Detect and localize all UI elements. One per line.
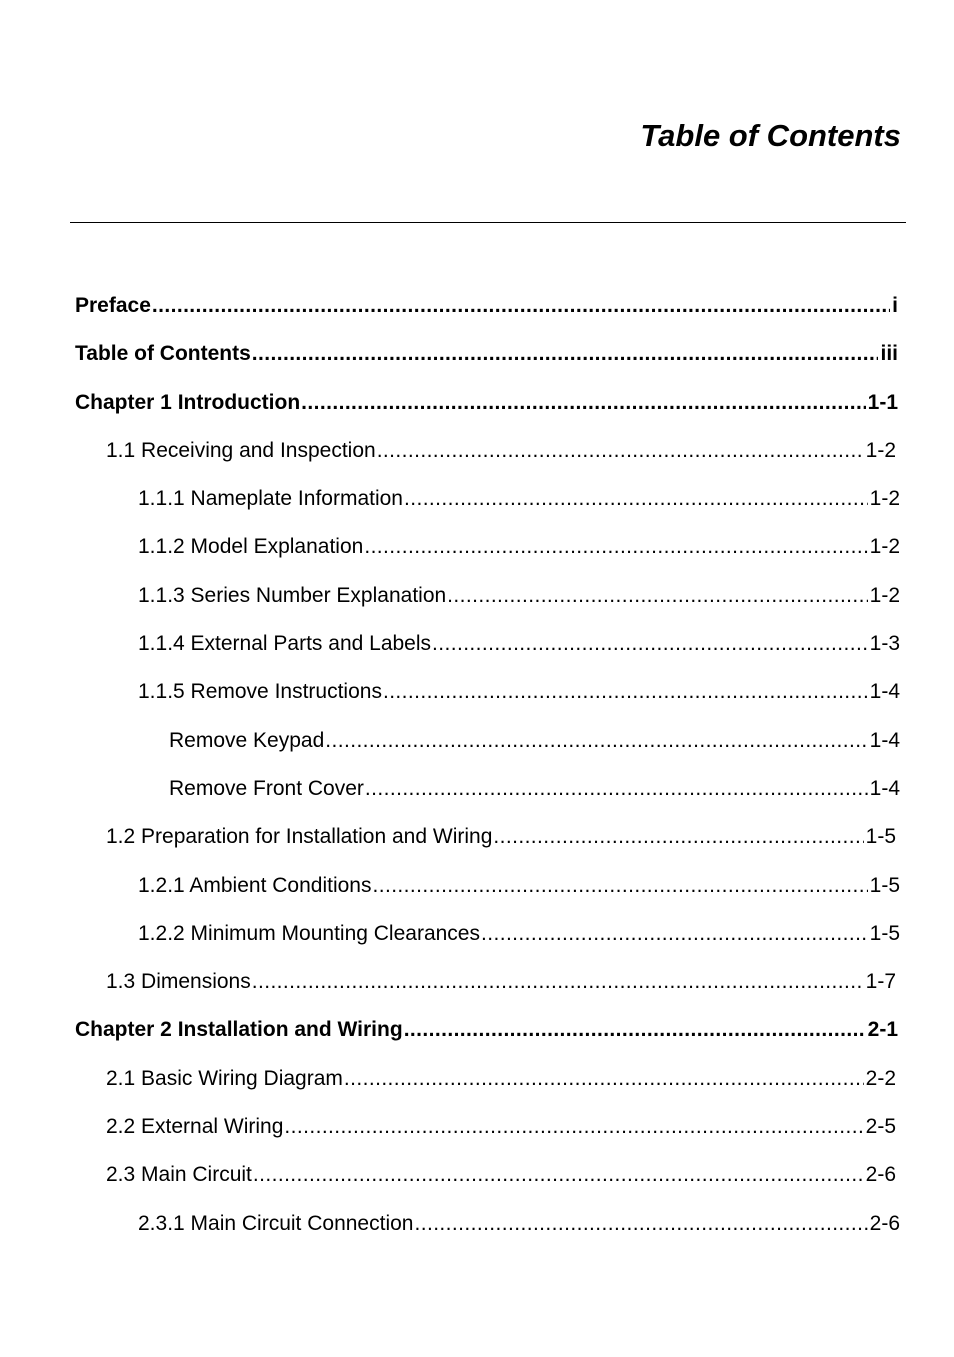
toc-entry-label: Chapter 2 Installation and Wiring [75,1018,403,1042]
toc-entry-label: 1.1.5 Remove Instructions [138,680,382,704]
dot-leader [493,818,863,856]
toc-entry-page-number: 1-2 [869,487,900,511]
toc-entry-label: Remove Front Cover [169,776,364,800]
toc-entry-label: 1.2.1 Ambient Conditions [138,873,372,897]
toc-entry-label: 1.2 Preparation for Installation and Wiring [106,825,493,849]
dot-leader [447,577,867,615]
dot-leader [253,1156,864,1194]
dot-leader [414,1205,867,1243]
toc-entry-page-number: 1-2 [869,583,900,607]
toc-entry[interactable] [0,1108,954,1156]
toc-entry[interactable] [0,867,954,915]
dot-leader [377,432,864,470]
toc-entry-page-number: 1-3 [869,632,900,656]
toc-entry-label: 2.3.1 Main Circuit Connection [138,1211,414,1235]
toc-entry[interactable] [0,1011,954,1059]
toc-entry[interactable] [0,528,954,576]
toc-entry[interactable] [0,915,954,963]
dot-leader [344,1060,864,1098]
toc-entry-label: 2.1 Basic Wiring Diagram [106,1066,343,1090]
dot-leader [404,480,868,518]
toc-entry[interactable] [0,770,954,818]
toc-entry-label: 1.1.4 External Parts and Labels [138,632,432,656]
dot-leader [481,915,868,953]
toc-entry-label: 1.1 Receiving and Inspection [106,438,376,462]
dot-leader [364,528,867,566]
toc-entry-label: 1.1.2 Model Explanation [138,535,364,559]
toc-entry-page-number: 1-4 [869,680,900,704]
toc-entry[interactable] [0,673,954,721]
dot-leader [325,722,867,760]
dot-leader [372,867,867,905]
toc-entry-page-number: 1-5 [869,921,900,945]
page-title: Table of Contents [640,118,901,153]
dot-leader [301,384,865,422]
dot-leader [284,1108,863,1146]
toc-entry[interactable] [0,287,954,335]
toc-entry-page-number: 1-2 [865,438,896,462]
toc-entry[interactable] [0,963,954,1011]
toc-entry-label: 1.1.1 Nameplate Information [138,487,403,511]
toc-entry[interactable] [0,335,954,383]
toc-entry-page-number: 1-1 [867,390,898,414]
toc-entry-page-number: 2-2 [865,1066,896,1090]
toc-entry-label: 1.1.3 Series Number Explanation [138,583,447,607]
toc-entry-page-number: 2-6 [869,1211,900,1235]
toc-entry-page-number: 1-5 [869,873,900,897]
toc-entry[interactable] [0,384,954,432]
toc-entry-label: Table of Contents [75,342,251,366]
toc-entry[interactable] [0,722,954,770]
dot-leader [404,1011,866,1049]
toc-entry-label: Preface [75,294,151,317]
toc-entry-label: Remove Keypad [169,728,325,752]
toc-entry-label: 2.2 External Wiring [106,1115,284,1139]
toc-entry-page-number: 1-5 [865,825,896,849]
toc-entry[interactable] [0,818,954,866]
toc-entry-page-number: 2-6 [865,1163,896,1187]
toc-entry-label: Chapter 1 Introduction [75,390,301,414]
toc-entry-page-number: i [892,294,898,317]
dot-leader [432,625,868,663]
toc-entry-label: 2.3 Main Circuit [106,1163,252,1187]
toc-entry-label: 1.3 Dimensions [106,970,251,994]
dot-leader [252,335,879,373]
toc-entry-page-number: 1-4 [869,776,900,800]
toc-entry[interactable] [0,1205,954,1253]
toc-entry[interactable] [0,625,954,673]
toc-entry-page-number: 2-1 [867,1018,898,1042]
dot-leader [252,963,864,1001]
toc-entry[interactable] [0,1060,954,1108]
toc-entry[interactable] [0,432,954,480]
toc-entry[interactable] [0,480,954,528]
toc-entry-page-number: 2-5 [865,1115,896,1139]
toc-entry-page-number: 1-2 [869,535,900,559]
toc-entry-page-number: 1-7 [865,970,896,994]
dot-leader [365,770,868,808]
toc-entry-label: 1.2.2 Minimum Mounting Clearances [138,921,480,945]
dot-leader [152,287,890,325]
toc-list [0,287,954,1253]
toc-entry[interactable] [0,1156,954,1204]
dot-leader [383,673,868,711]
toc-entry-page-number: 1-4 [869,728,900,752]
toc-entry[interactable] [0,577,954,625]
title-divider [70,222,906,223]
toc-entry-page-number: iii [880,342,898,366]
